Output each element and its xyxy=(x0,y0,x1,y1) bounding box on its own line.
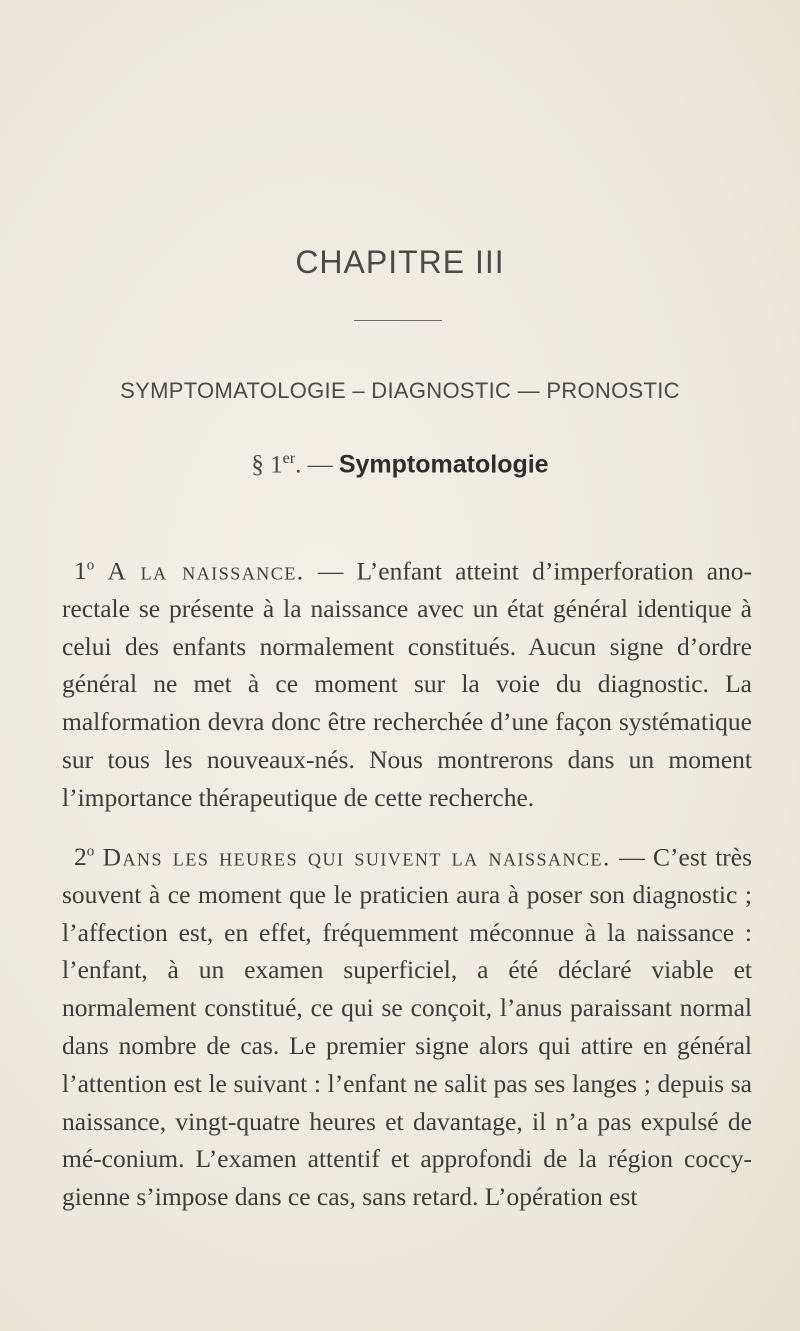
paragraph-1-number xyxy=(74,556,94,585)
paragraph-1-text: L’enfant atteint d’imperforation ano-rectale se présente à la naissance avec un état général identique à celui des enfants normalement constitués. Aucun signe d’ordre général ne met à ce moment sur la voie du diagnostic. La malformation devra donc être recherchée d’une façon systématique sur tous les nouveaux-nés. Nous montrerons dans un moment l’importance thérapeutique de cette recherche. xyxy=(62,556,753,812)
section-title-text: Symptomatologie xyxy=(338,450,549,479)
title-divider xyxy=(354,320,442,321)
section-title xyxy=(0,450,800,479)
paragraph-2-lead: Dans les heures qui suivent la naissance. xyxy=(102,842,611,871)
paragraph-1 xyxy=(62,548,752,817)
paragraph-1-lead: A la naissance. xyxy=(107,556,305,585)
section-mark-sup: er xyxy=(282,450,296,467)
paragraph-2-dash: — xyxy=(610,842,645,871)
chapter-heading: SYMPTOMATOLOGIE – DIAGNOSTIC — PRONOSTIC xyxy=(120,378,680,403)
paragraph-2 xyxy=(62,834,752,1216)
paragraph-2-number xyxy=(74,842,94,871)
section-dash: . — xyxy=(295,451,339,479)
paragraph-1-num: 1 xyxy=(74,556,87,585)
paragraph-1-num-sup: o xyxy=(86,557,95,574)
chapter-title: CHAPITRE III xyxy=(295,244,505,280)
section-mark: § 1 xyxy=(251,451,283,479)
paragraph-1-dash: — xyxy=(304,556,357,585)
paragraph-2-text: C’est très souvent à ce moment que le praticien aura à poser son diagnostic ; l’affection est, en effet, fréquemment méconnue à la naissance : l’enfant, à un examen superficiel, a été déclaré viable et normalement constitué, ce qui se conçoit, l’anus paraissant normal dans nombre de cas. Le premier signe alors qui attire en général l’attention est le suivant : l’enfant ne salit pas ses langes ; depuis sa naissance, vingt-quatre heures et davantage, il n’a pas expulsé de mé-conium. L’examen attentif et approfondi de la région coccy-gienne s’impose dans ce cas, sans retard. L’opération est xyxy=(62,842,753,1212)
paragraph-2-num: 2 xyxy=(74,842,87,871)
paragraph-2-num-sup: o xyxy=(86,843,95,860)
